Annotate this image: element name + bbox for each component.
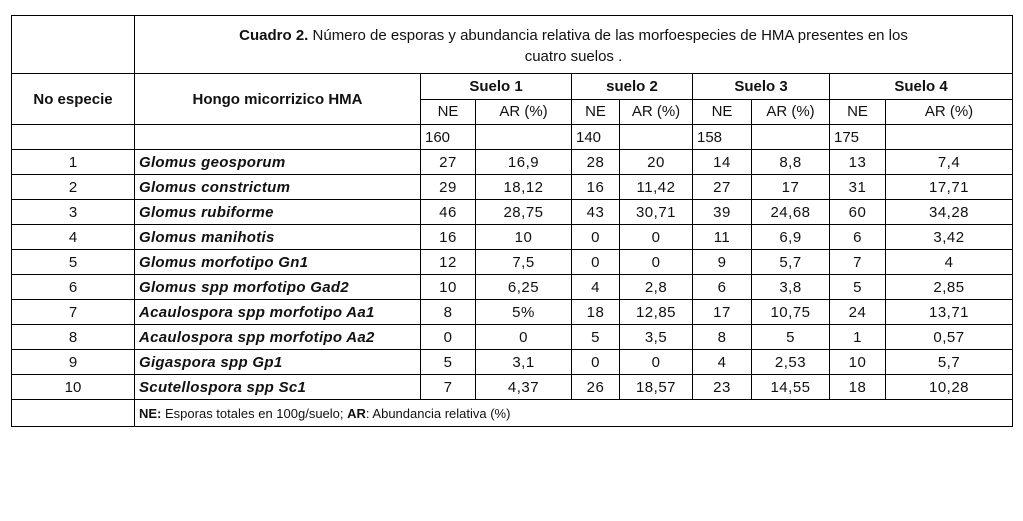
ar-value: 4,37 — [476, 375, 572, 400]
ar-value: 12,85 — [620, 300, 693, 325]
ne-value: 13 — [830, 150, 886, 175]
ne-value: 27 — [421, 150, 476, 175]
species-name: Glomus rubiforme — [135, 200, 421, 225]
header-soil-3: Suelo 3 — [693, 74, 830, 100]
ar-value: 5 — [752, 325, 830, 350]
ar-value: 11,42 — [620, 175, 693, 200]
total-cell — [752, 125, 830, 150]
ar-value: 24,68 — [752, 200, 830, 225]
table-row — [12, 375, 1013, 400]
ar-value: 17 — [752, 175, 830, 200]
ne-value: 28 — [572, 150, 620, 175]
caption-row — [12, 16, 1013, 74]
ne-value: 18 — [830, 375, 886, 400]
table-row — [12, 350, 1013, 375]
ne-value: 1 — [830, 325, 886, 350]
species-name: Acaulospora spp morfotipo Aa1 — [135, 300, 421, 325]
table-footnote — [135, 400, 1013, 427]
totals-empty-index — [12, 125, 135, 150]
species-name: Acaulospora spp morfotipo Aa2 — [135, 325, 421, 350]
ne-value: 7 — [421, 375, 476, 400]
ar-value: 2,85 — [886, 275, 1013, 300]
header-soil-1: Suelo 1 — [421, 74, 572, 100]
caption-text-line2: cuatro suelos . — [524, 47, 623, 65]
ar-value: 30,71 — [620, 200, 693, 225]
species-number: 2 — [12, 175, 135, 200]
total-cell — [620, 125, 693, 150]
ne-value: 0 — [421, 325, 476, 350]
header-ne: NE — [693, 99, 752, 125]
ne-value: 10 — [830, 350, 886, 375]
table-caption — [135, 16, 1013, 74]
ar-value: 8,8 — [752, 150, 830, 175]
ne-value: 39 — [693, 200, 752, 225]
ar-value: 28,75 — [476, 200, 572, 225]
species-name: Glomus geosporum — [135, 150, 421, 175]
ar-value: 14,55 — [752, 375, 830, 400]
header-ar: AR (%) — [752, 99, 830, 125]
total-cell: 175 — [830, 125, 886, 150]
footnote-empty-cell — [12, 400, 135, 427]
ne-value: 14 — [693, 150, 752, 175]
ar-value: 7,4 — [886, 150, 1013, 175]
species-number: 1 — [12, 150, 135, 175]
ar-value: 7,5 — [476, 250, 572, 275]
ne-value: 0 — [572, 350, 620, 375]
caption-text-line1: Número de esporas y abundancia relativa de las morfoespecies de HMA presentes en los — [312, 26, 908, 44]
species-name: Gigaspora spp Gp1 — [135, 350, 421, 375]
table-row — [12, 250, 1013, 275]
ne-value: 8 — [421, 300, 476, 325]
ne-value: 4 — [572, 275, 620, 300]
table-row — [12, 200, 1013, 225]
ar-value: 5,7 — [752, 250, 830, 275]
table-row — [12, 175, 1013, 200]
table-row — [12, 275, 1013, 300]
ne-value: 12 — [421, 250, 476, 275]
ne-value: 8 — [693, 325, 752, 350]
species-number: 4 — [12, 225, 135, 250]
header-soil-2: suelo 2 — [572, 74, 693, 100]
ar-value: 4 — [886, 250, 1013, 275]
ar-value: 6,9 — [752, 225, 830, 250]
footnote-ne-label: NE: — [139, 405, 162, 421]
header-ar: AR (%) — [886, 99, 1013, 125]
ne-value: 11 — [693, 225, 752, 250]
table-row — [12, 150, 1013, 175]
table-row — [12, 325, 1013, 350]
ar-value: 18,12 — [476, 175, 572, 200]
ne-value: 16 — [421, 225, 476, 250]
ne-value: 31 — [830, 175, 886, 200]
species-name: Scutellospora spp Sc1 — [135, 375, 421, 400]
species-rows — [12, 150, 1013, 400]
total-cell — [476, 125, 572, 150]
species-name: Glomus manihotis — [135, 225, 421, 250]
header-hongo: Hongo micorrizico HMA — [135, 74, 421, 125]
species-number: 6 — [12, 275, 135, 300]
ne-value: 17 — [693, 300, 752, 325]
species-name: Glomus constrictum — [135, 175, 421, 200]
totals-row — [12, 125, 1013, 150]
ne-value: 0 — [572, 225, 620, 250]
ar-value: 0 — [620, 350, 693, 375]
ar-value: 17,71 — [886, 175, 1013, 200]
ne-value: 6 — [830, 225, 886, 250]
ne-value: 27 — [693, 175, 752, 200]
species-number: 8 — [12, 325, 135, 350]
caption-empty-cell — [12, 16, 135, 74]
ar-value: 0 — [620, 225, 693, 250]
ne-value: 26 — [572, 375, 620, 400]
ne-value: 46 — [421, 200, 476, 225]
caption-label: Cuadro 2. — [239, 26, 309, 44]
ne-value: 7 — [830, 250, 886, 275]
totals-empty-name — [135, 125, 421, 150]
footnote-row — [12, 400, 1013, 427]
ar-value: 13,71 — [886, 300, 1013, 325]
ar-value: 18,57 — [620, 375, 693, 400]
ar-value: 3,5 — [620, 325, 693, 350]
ne-value: 4 — [693, 350, 752, 375]
ar-value: 2,53 — [752, 350, 830, 375]
ar-value: 3,8 — [752, 275, 830, 300]
ar-value: 0,57 — [886, 325, 1013, 350]
ar-value: 5,7 — [886, 350, 1013, 375]
species-number: 5 — [12, 250, 135, 275]
ar-value: 6,25 — [476, 275, 572, 300]
species-number: 7 — [12, 300, 135, 325]
species-name: Glomus spp morfotipo Gad2 — [135, 275, 421, 300]
ne-value: 29 — [421, 175, 476, 200]
ne-value: 5 — [830, 275, 886, 300]
ne-value: 10 — [421, 275, 476, 300]
species-number: 3 — [12, 200, 135, 225]
ne-value: 5 — [421, 350, 476, 375]
ar-value: 3,42 — [886, 225, 1013, 250]
species-name: Glomus morfotipo Gn1 — [135, 250, 421, 275]
species-number: 9 — [12, 350, 135, 375]
footnote-ne-text: Esporas totales en 100g/suelo; — [161, 405, 348, 421]
header-soil-4: Suelo 4 — [830, 74, 1013, 100]
ar-value: 2,8 — [620, 275, 693, 300]
total-cell — [886, 125, 1013, 150]
ne-value: 60 — [830, 200, 886, 225]
ar-value: 5% — [476, 300, 572, 325]
ar-value: 10,28 — [886, 375, 1013, 400]
header-ne: NE — [830, 99, 886, 125]
ne-value: 23 — [693, 375, 752, 400]
header-row-1 — [12, 74, 1013, 100]
footnote-ar-text: : Abundancia relativa (%) — [365, 405, 511, 421]
ar-value: 10,75 — [752, 300, 830, 325]
ar-value: 34,28 — [886, 200, 1013, 225]
ar-value: 20 — [620, 150, 693, 175]
ar-value: 16,9 — [476, 150, 572, 175]
table-row — [12, 225, 1013, 250]
ne-value: 18 — [572, 300, 620, 325]
ar-value: 10 — [476, 225, 572, 250]
ne-value: 24 — [830, 300, 886, 325]
header-no-especie: No especie — [12, 74, 135, 125]
ne-value: 0 — [572, 250, 620, 275]
footnote-ar-label: AR — [347, 405, 366, 421]
species-table — [11, 15, 1013, 427]
table-row — [12, 300, 1013, 325]
total-cell: 160 — [421, 125, 476, 150]
total-cell: 140 — [572, 125, 620, 150]
ne-value: 16 — [572, 175, 620, 200]
ne-value: 6 — [693, 275, 752, 300]
ar-value: 3,1 — [476, 350, 572, 375]
ne-value: 9 — [693, 250, 752, 275]
total-cell: 158 — [693, 125, 752, 150]
ne-value: 43 — [572, 200, 620, 225]
species-number: 10 — [12, 375, 135, 400]
ar-value: 0 — [620, 250, 693, 275]
header-ar: AR (%) — [476, 99, 572, 125]
header-ar: AR (%) — [620, 99, 693, 125]
header-ne: NE — [572, 99, 620, 125]
ar-value: 0 — [476, 325, 572, 350]
header-ne: NE — [421, 99, 476, 125]
ne-value: 5 — [572, 325, 620, 350]
